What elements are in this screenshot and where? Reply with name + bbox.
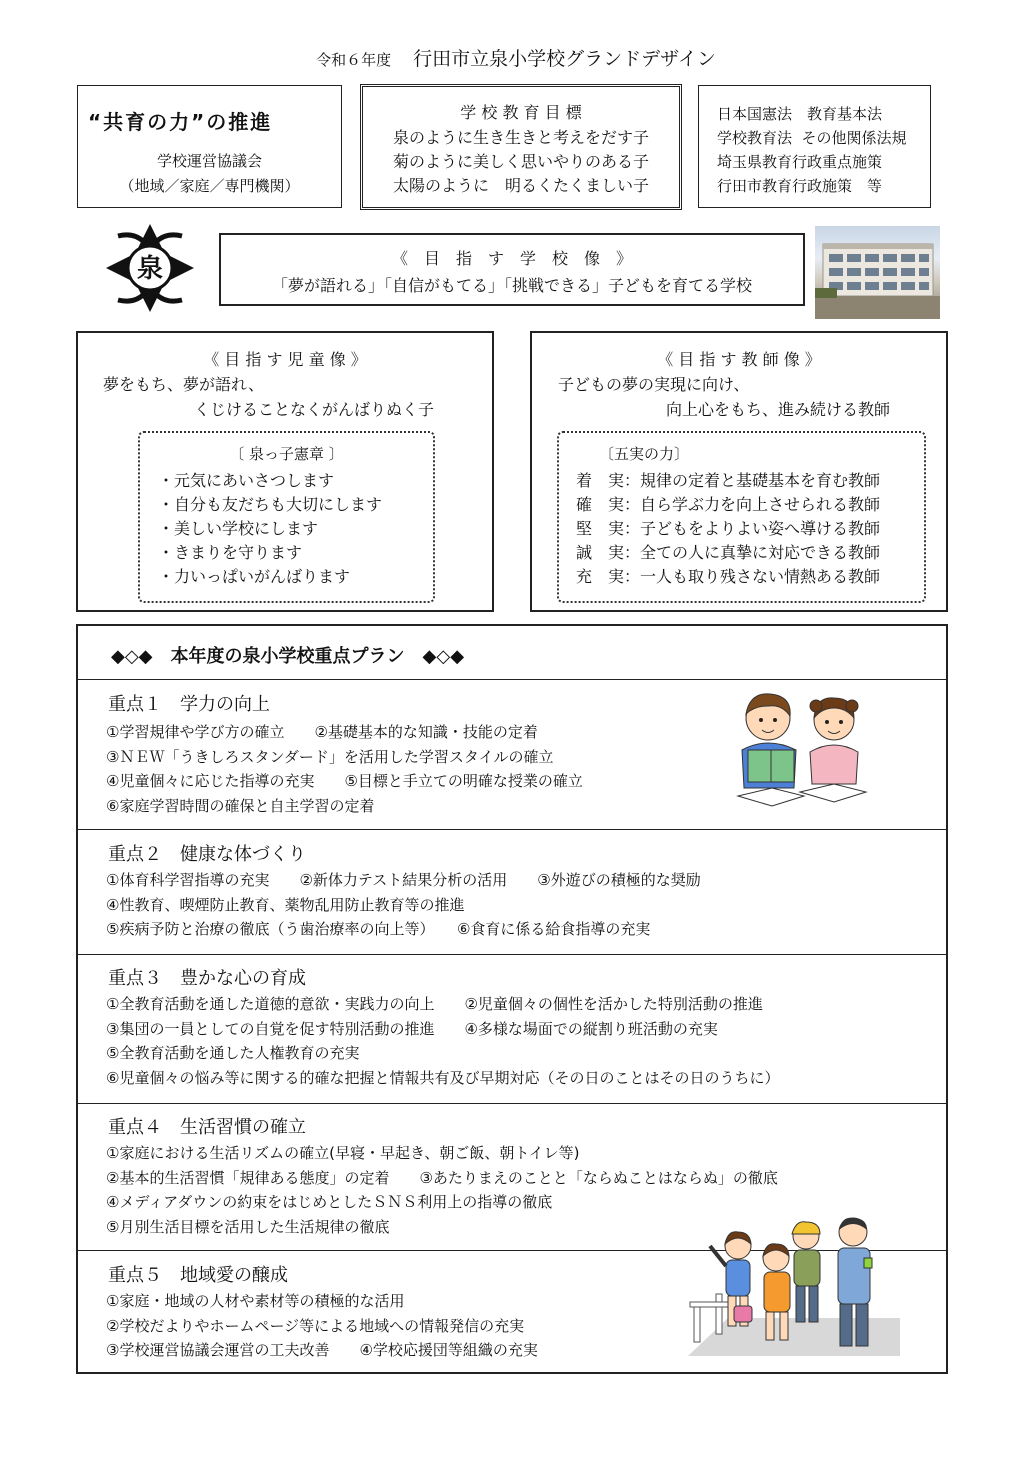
plan-section-head: 重点４ 生活習慣の確立 <box>108 1117 306 1138</box>
svg-text:泉: 泉 <box>136 254 164 284</box>
plan-section-items <box>106 992 779 1090</box>
five-power-item: 充 実：一人も取り残さない情熱ある教師 <box>576 567 881 586</box>
plan-item: ⑥家庭学習時間の確保と自主学習の定着 <box>106 796 375 815</box>
law-item: 日本国憲法 教育基本法 <box>717 105 883 123</box>
student-vision-box <box>76 331 494 612</box>
student-vision-title: 《 目 指 す 児 童 像 》 <box>203 350 367 369</box>
school-goals-box <box>360 84 682 210</box>
kyoiku-line1: 学校運営協議会 <box>156 152 262 170</box>
teacher-vision-line1: 子どもの夢の実現に向け、 <box>558 375 750 394</box>
goal-item: 泉のように生き生きと考えをだす子 <box>392 128 649 147</box>
law-item: 学校教育法 その他関係法規 <box>717 129 907 147</box>
five-power-item: 確 実：自ら学ぶ力を向上させられる教師 <box>576 495 881 514</box>
teacher-vision-line2: 向上心をもち、進み続ける教師 <box>666 400 891 419</box>
plan-section-head: 重点１ 学力の向上 <box>108 694 270 715</box>
school-emblem <box>104 222 196 314</box>
plan-item: ⑤疾病予防と治療の徹底（う歯治療率の向上等） ⑥食育に係る給食指導の充実 <box>106 920 651 939</box>
five-power-item: 堅 実：子どもをよりよい姿へ導ける教師 <box>576 519 881 538</box>
plan-item: ②学校だよりやホームページ等による地域への情報発信の充実 <box>106 1316 525 1335</box>
plan-section-items <box>106 868 701 942</box>
laws-box <box>698 85 931 208</box>
charter-box <box>138 431 435 603</box>
student-vision-line2: くじけることなくがんばりぬく子 <box>194 400 435 419</box>
plan-section-1 <box>78 679 946 829</box>
walking-children-illustration <box>688 1206 900 1356</box>
teacher-vision-title: 《 目 指 す 教 師 像 》 <box>657 350 821 369</box>
plan-title: ◆◇◆ 本年度の泉小学校重点プラン ◆◇◆ <box>111 646 465 667</box>
plan-item: ⑥児童個々の悩み等に関する的確な把握と情報共有及び早期対応（その日のことはその日のうちに） <box>106 1068 780 1087</box>
document-title: 行田市立泉小学校グランドデザイン <box>413 48 716 70</box>
charter-item: ・自分も友だちも大切にします <box>158 495 383 514</box>
student-vision-line1: 夢をもち、夢が語れ、 <box>103 375 264 394</box>
five-powers-box <box>557 431 926 603</box>
plan-item: ④性教育、喫煙防止教育、薬物乱用防止教育等の推進 <box>106 895 465 914</box>
plan-section-head: 重点５ 地域愛の醸成 <box>108 1265 288 1286</box>
plan-item: ①体育科学習指導の充実 ②新体力テスト結果分析の活用 ③外遊びの積極的な奨励 <box>106 871 701 889</box>
school-vision-text: 「夢が語れる」「自信がもてる」「挑戦できる」子どもを育てる学校 <box>271 276 752 295</box>
page-title <box>0 44 1032 71</box>
plan-section-head: 重点２ 健康な体づくり <box>108 844 306 865</box>
five-power-item: 着 実：規律の定着と基礎基本を育む教師 <box>576 471 881 490</box>
year-label: 令和６年度 <box>316 51 392 69</box>
teacher-vision-box <box>530 331 948 612</box>
charter-item: ・元気にあいさつします <box>158 471 335 490</box>
plan-section-3 <box>78 954 946 1103</box>
plan-section-2 <box>78 829 946 954</box>
plan-section-head: 重点３ 豊かな心の育成 <box>108 968 306 989</box>
charter-item: ・きまりを守ります <box>158 543 303 562</box>
charter-item: ・美しい学校にします <box>158 519 319 538</box>
plan-item: ①家庭・地域の人材や素材等の積極的な活用 <box>106 1292 405 1310</box>
goal-item: 菊のように美しく思いやりのある子 <box>392 152 649 171</box>
school-building-photo <box>815 226 940 319</box>
plan-item: ④メディアダウンの約束をはじめとしたＳＮＳ利用上の指導の徹底 <box>106 1193 553 1212</box>
five-powers-title: 〔五実の力〕 <box>599 445 690 463</box>
reading-children-illustration <box>730 688 870 820</box>
plan-section-items <box>106 720 583 818</box>
plan-item: ④児童個々に応じた指導の充実 ⑤目標と手立ての明確な授業の確立 <box>106 772 583 791</box>
law-item: 行田市教育行政施策 等 <box>717 177 883 195</box>
goals-title: 学 校 教 育 目 標 <box>460 103 582 122</box>
plan-item: ①家庭における生活リズムの確立(早寝・早起き、朝ご飯、朝トイレ等) <box>106 1144 580 1162</box>
plan-item: ③集団の一員としての自覚を促す特別活動の推進 ④多様な場面での縦割り班活動の充実 <box>106 1019 718 1038</box>
goal-item: 太陽のように 明るくたくましい子 <box>392 176 649 195</box>
plan-item: ⑤月別生活目標を活用した生活規律の徹底 <box>106 1217 390 1236</box>
law-item: 埼玉県教育行政重点施策 <box>717 153 883 171</box>
plan-item: ⑤全教育活動を通した人権教育の充実 <box>106 1044 360 1063</box>
plan-section-items <box>106 1141 778 1239</box>
charter-item: ・力いっぱいがんばります <box>158 567 351 586</box>
school-vision-box <box>219 233 805 306</box>
plan-item: ①学習規律や学び方の確立 ②基礎基本的な知識・技能の定着 <box>106 723 538 741</box>
emblem-icon <box>104 222 196 314</box>
plan-item: ③学校運営協議会運営の工夫改善 ④学校応援団等組織の充実 <box>106 1341 538 1360</box>
plan-box <box>76 624 948 1374</box>
plan-item: ③ＮＥＷ「うきしろスタンダード」を活用した学習スタイルの確立 <box>106 747 554 766</box>
school-vision-title: 《 目 指 す 学 校 像 》 <box>391 249 632 268</box>
kyoiku-box <box>77 85 342 208</box>
plan-item: ②基本的生活習慣「規律ある態度」の定着 ③あたりまえのことと「ならぬことはならぬ」の徹底 <box>106 1168 778 1187</box>
plan-section-items <box>106 1289 538 1363</box>
charter-title: 〔 泉っ子憲章 〕 <box>229 445 344 463</box>
plan-item: ①全教育活動を通した道徳的意欲・実践力の向上 ②児童個々の個性を活かした特別活動の推進 <box>106 995 763 1013</box>
kyoiku-line2: （地域／家庭／専門機関） <box>119 177 300 195</box>
five-power-item: 誠 実：全ての人に真摯に対応できる教師 <box>576 543 881 562</box>
kyoiku-title: “共育の力”の推進 <box>88 110 273 134</box>
